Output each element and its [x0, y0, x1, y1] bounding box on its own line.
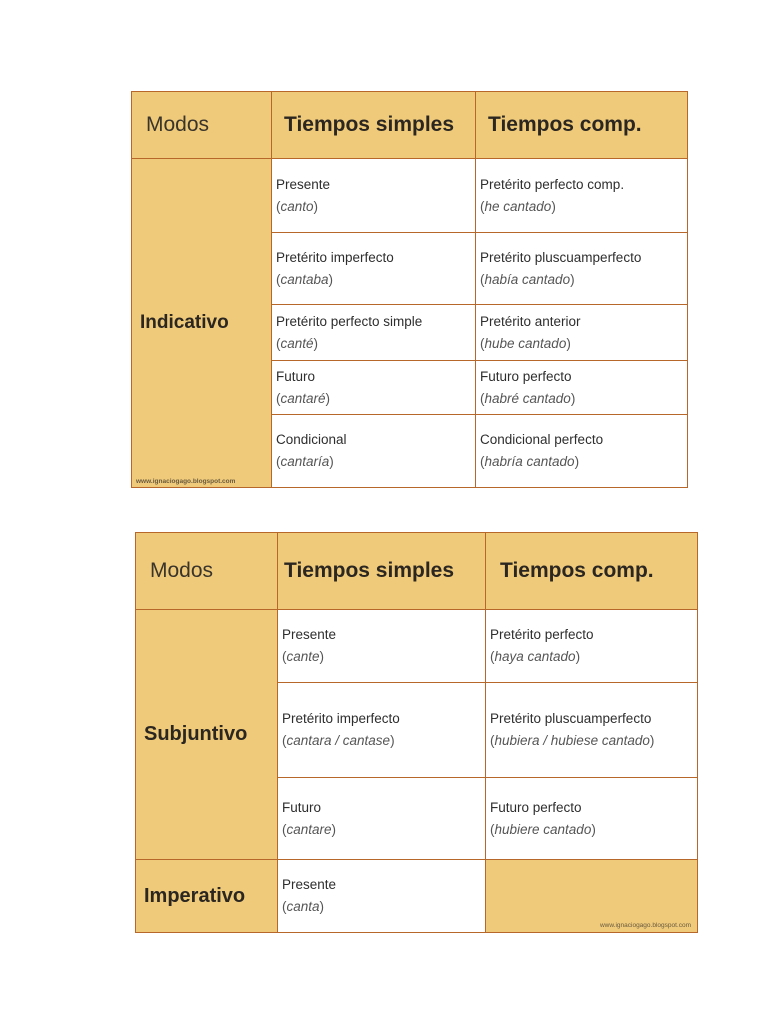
- tense-example: (canto): [276, 198, 319, 214]
- header-modos: Modos: [136, 533, 278, 610]
- simple-tense-cell: [272, 415, 476, 488]
- tense-name: Condicional perfecto: [480, 432, 604, 447]
- watermark: www.ignaciogago.blogspot.com: [136, 478, 236, 485]
- tense-name: Pretérito imperfecto: [276, 249, 394, 265]
- tense-name: Futuro: [276, 368, 316, 384]
- tense-name: Futuro perfecto: [490, 799, 582, 815]
- tense-name: Pretérito perfecto comp.: [480, 176, 625, 192]
- tense-name: Pretérito perfecto simple: [276, 313, 423, 329]
- tense-example: (cantaba): [276, 271, 334, 287]
- table-row: [132, 159, 688, 233]
- simple-tense-cell: [278, 683, 486, 778]
- compound-tense-cell: [486, 683, 698, 778]
- tense-name: Futuro: [282, 799, 322, 815]
- simple-tense-cell: [272, 361, 476, 415]
- compound-tense-cell: [476, 159, 688, 233]
- simple-tense-cell: [272, 305, 476, 361]
- tense-example: (cantaré): [276, 390, 331, 406]
- header-tiempos-simples: Tiempos simples: [278, 533, 486, 610]
- mode-cell-indicativo: [132, 159, 272, 488]
- tense-name: Pretérito anterior: [480, 313, 581, 329]
- compound-tense-cell: [486, 610, 698, 683]
- mode-label: Subjuntivo: [144, 723, 248, 745]
- tense-name: Presente: [282, 877, 337, 892]
- tense-name: Presente: [276, 176, 331, 192]
- tense-example: (canta): [282, 899, 325, 914]
- compound-tense-cell: [476, 233, 688, 305]
- tense-name: Pretérito pluscuamperfecto: [480, 249, 642, 265]
- table-header-row: [136, 533, 698, 610]
- tense-example: (hubiere cantado): [490, 821, 596, 837]
- tense-example: (hubiera / hubiese cantado): [490, 733, 655, 748]
- tense-example: (había cantado): [480, 271, 575, 287]
- mode-label: Imperativo: [144, 884, 246, 907]
- tense-name: Pretérito imperfecto: [282, 711, 400, 726]
- simple-tense-cell: [278, 778, 486, 860]
- tense-name: Futuro perfecto: [480, 368, 572, 384]
- tense-name: Pretérito pluscuamperfecto: [490, 711, 652, 726]
- simple-tense-cell: [278, 610, 486, 683]
- header-tiempos-simples: Tiempos simples: [272, 92, 476, 159]
- simple-tense-cell: [278, 860, 486, 933]
- tense-example: (habré cantado): [480, 390, 576, 406]
- tense-example: (he cantado): [480, 198, 556, 214]
- header-tiempos-compuestos: Tiempos comp.: [486, 533, 698, 610]
- tense-example: (cantare): [282, 821, 337, 837]
- tense-name: Pretérito perfecto: [490, 627, 594, 642]
- compound-tense-cell: [476, 361, 688, 415]
- header-modos: Modos: [132, 92, 272, 159]
- compound-tense-cell: [476, 305, 688, 361]
- tense-example: (hube cantado): [480, 335, 571, 351]
- subjunctive-imperative-tense-table: [135, 532, 698, 933]
- tense-name: Condicional: [276, 432, 347, 447]
- mode-cell-subjuntivo: [136, 610, 278, 860]
- indicative-tense-table: [131, 91, 688, 488]
- tense-example: (cantara / cantase): [282, 733, 395, 748]
- tense-example: (cante): [282, 649, 325, 664]
- tense-name: Presente: [282, 627, 337, 642]
- compound-tense-cell: [486, 778, 698, 860]
- empty-compound-cell: [486, 860, 698, 933]
- table-header-row: [132, 92, 688, 159]
- simple-tense-cell: [272, 159, 476, 233]
- tense-example: (canté): [276, 335, 319, 351]
- mode-cell-imperativo: [136, 860, 278, 933]
- table-row: [136, 610, 698, 683]
- compound-tense-cell: [476, 415, 688, 488]
- simple-tense-cell: [272, 233, 476, 305]
- tense-example: (habría cantado): [480, 454, 580, 469]
- mode-label: Indicativo: [140, 312, 229, 333]
- watermark: www.ignaciogago.blogspot.com: [599, 922, 691, 929]
- header-tiempos-compuestos: Tiempos comp.: [476, 92, 688, 159]
- tense-example: (cantaría): [276, 454, 334, 469]
- table-row-imperativo: [136, 860, 698, 933]
- tense-example: (haya cantado): [490, 649, 581, 664]
